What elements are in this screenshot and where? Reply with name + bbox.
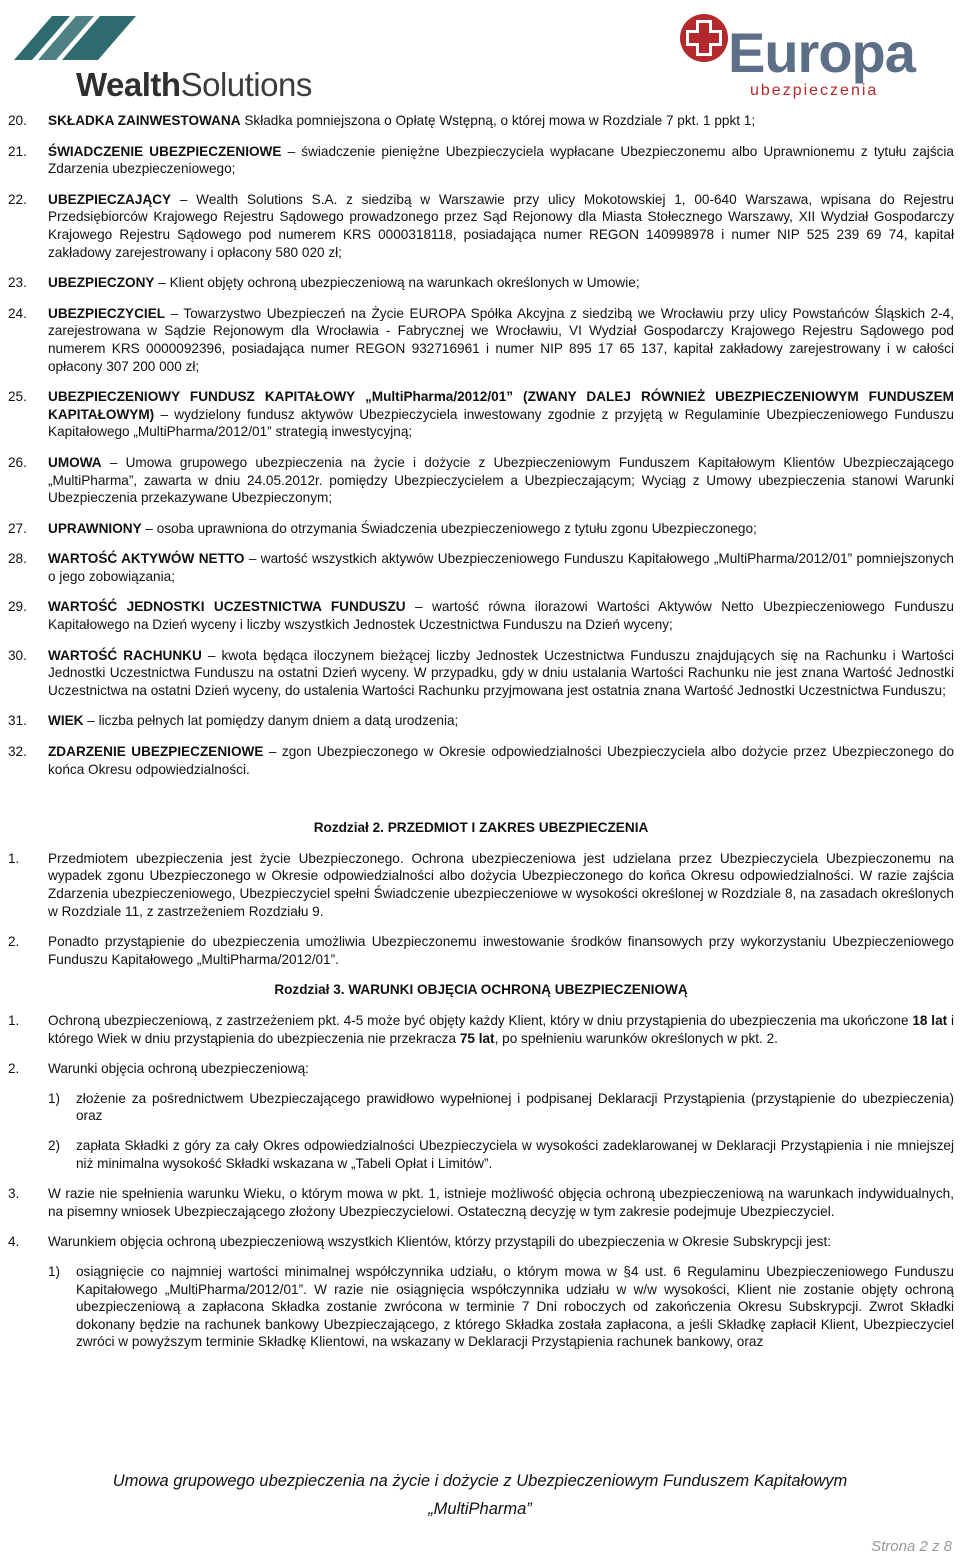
definition-term: UPRAWNIONY xyxy=(48,520,142,536)
definition-term: UBEZPIECZENIOWY FUNDUSZ KAPITAŁOWY „MultiPharma/2012/01” (ZWANY DALEJ RÓWNIEŻ UBEZPIECZENIOWYM FUNDUSZEM KAPITAŁOWYM) xyxy=(48,389,954,422)
definition-number: 25. xyxy=(8,389,27,405)
item-text: Ponadto przystąpienie do ubezpieczenia umożliwia Ubezpieczonemu inwestowanie środków finansowych przy wykorzystaniu Ubezpieczeniowego Funduszu Kapitałowego „MultiPharma/2012/01”. xyxy=(48,934,954,967)
definition-item xyxy=(8,274,954,292)
item-text: Przedmiotem ubezpieczenia jest życie Ubezpieczonego. Ochrona ubezpieczeniowa jest udzielana przez Ubezpieczyciela Ubezpieczonemu na wypadek zgonu Ubezpieczonego w Okresie odpowiedzialności albo dożycia Ubezpieczonego do końca Okresu odpowiedzialności. W razie zajścia Zdarzenia ubezpieczeniowego, Ubezpieczyciel spełni Świadczenie ubezpieczeniowe w wysokości określonej w Rozdziale 8, na zasadach określonych w Rozdziale 11, z zastrzeżeniem Rozdziału 9. xyxy=(48,850,954,919)
footer-line-1: Umowa grupowego ubezpieczenia na życie i dożycie z Ubezpieczeniowym Funduszem Kapitałowym xyxy=(112,1472,848,1490)
definition-number: 20. xyxy=(8,113,27,128)
item-number: 1. xyxy=(8,850,20,866)
definition-number: 29. xyxy=(8,599,27,615)
chapter-2-item xyxy=(8,850,954,920)
definition-item xyxy=(8,112,954,130)
item-number: 2. xyxy=(8,934,20,950)
definition-term: ZDARZENIE UBEZPIECZENIOWE xyxy=(48,744,264,760)
definition-item xyxy=(8,712,954,730)
definition-number: 23. xyxy=(8,275,27,291)
definition-item xyxy=(8,305,954,375)
wealth-solutions-wordmark: WealthSolutions xyxy=(76,66,312,103)
definition-number: 32. xyxy=(8,744,27,760)
definition-text: – zgon Ubezpieczonego w Okresie odpowiedzialności Ubezpieczyciela albo dożycie przez Ubezpieczonego do końca Okresu odpowiedzialności. xyxy=(48,744,955,777)
definition-item xyxy=(8,550,954,585)
definition-number: 22. xyxy=(8,191,27,207)
document-footer xyxy=(0,1467,960,1523)
europa-wordmark: Europa xyxy=(728,21,915,84)
definition-number: 24. xyxy=(8,305,27,321)
chapter-2-items xyxy=(8,850,954,969)
page-number: Strona 2 z 8 xyxy=(871,1538,952,1555)
definition-text: – świadczenie pieniężne Ubezpieczyciela wypłacane Ubezpieczonemu albo Uprawnionemu z tytułu zajścia Zdarzenia ubezpieczeniowego; xyxy=(48,143,954,177)
chapter-3-item-2: 2. Warunki objęcia ochroną ubezpieczeniową: 1) złożenie za pośrednictwem Ubezpieczającego prawidłowo wypełnionej i podpisanej Deklaracji Przystąpienia (przystąpienie do ubezpieczenia) oraz 2) zapłata Składki z góry za cały Okres odpowiedzialności Ubezpieczyciela w wysokości zadeklarowanej w Deklaracji Przystąpienia i nie mniejszej niż minimalna wysokość Składki wskazana w „Tabeli Opłat i Limitów”. xyxy=(8,1061,954,1171)
page-header xyxy=(0,0,960,108)
definition-term: WARTOŚĆ AKTYWÓW NETTO xyxy=(48,551,245,567)
definition-item xyxy=(8,520,954,538)
europa-tagline: ubezpieczenia xyxy=(750,82,879,99)
definition-term: UBEZPIECZYCIEL xyxy=(48,305,166,321)
definition-text: – wartość wszystkich aktywów Ubezpieczeniowego Funduszu Kapitałowego „MultiPharma/2012/01” pomniejszonych o jego zobowiązania; xyxy=(48,551,954,584)
definition-item xyxy=(8,598,954,633)
chapter-3-title: Rozdział 3. WARUNKI OBJĘCIA OCHRONĄ UBEZPIECZENIOWĄ xyxy=(274,982,688,998)
definition-number: 26. xyxy=(8,454,27,470)
definition-text: – wydzielony fundusz aktywów Ubezpieczyciela inwestowany zgodnie z przyjętą w Regulaminie Ubezpieczeniowego Funduszu Kapitałowego „MultiPharma/2012/01” strategią inwestycyjną; xyxy=(48,406,954,440)
definition-number: 30. xyxy=(8,647,27,663)
definition-number: 28. xyxy=(8,551,27,567)
definition-term: UBEZPIECZONY xyxy=(48,275,155,291)
definition-text: Składka pomniejszona o Opłatę Wstępną, o której mowa w Rozdziale 7 pkt. 1 ppkt 1; xyxy=(240,113,756,128)
definition-term: UMOWA xyxy=(48,454,102,470)
definition-text: – Towarzystwo Ubezpieczeń na Życie EUROPA Spółka Akcyjna z siedzibą we Wrocławiu przy ulicy Powstańców Śląskich 2-4, zarejestrowana w Sądzie Rejonowym dla Wrocławia - Fabrycznej we Wrocławiu, VI Wydział Gospodarczy Krajowego Rejestru Sądowego pod numerem KRS 0000092396, posiadająca numer REGON 932716961 i numer NIP 895 17 65 137, kapitał zakładowy zarejestrowany i w całości opłacony 307 200 000 zł; xyxy=(48,305,954,374)
definition-term: WIEK xyxy=(48,713,84,729)
chapter-3-item-4: 4. Warunkiem objęcia ochroną ubezpieczeniową wszystkich Klientów, którzy przystąpili do ubezpieczenia w Okresie Subskrypcji jest: 1) osiągnięcie co najmniej wartości minimalnej współczynnika udziału, o którym mowa w §4 ust. 6 Regulaminu Ubezpieczeniowego Funduszu Kapitałowego „MultiPharma/2012/01”. W razie nie osiągnięcia współczynnika udziału w w/w wysokości, Klient nie zostanie objęty ochroną ubezpieczeniową a zapłacona Składka zostanie zwrócona w terminie 7 Dni roboczych od zakończenia Okresu Subskrypcji. Zwrot Składki dokonany będzie na rachunek bankowy Ubezpieczającego, z którego Składka została zapłacona, a jeśli Składkę zapłacił Klient, Ubezpieczyciel zwróci w powyższym terminie Składkę Klientowi, na wskazany w Deklaracji Przystąpienia rachunek bankowy, oraz xyxy=(8,1234,954,1350)
chapter-3-item-1: 1. Ochroną ubezpieczeniową, z zastrzeżeniem pkt. 4-5 może być objęty każdy Klient, który w dniu przystąpienia do ubezpieczenia ma ukończone 18 lat i którego Wiek w dniu przystąpienia do ubezpieczenia nie przekracza 75 lat, po spełnieniu warunków określonych w pkt. 2. xyxy=(8,1012,955,1046)
definition-term: WARTOŚĆ JEDNOSTKI UCZESTNICTWA FUNDUSZU xyxy=(48,599,406,615)
definition-text: – osoba uprawniona do otrzymania Świadczenia ubezpieczeniowego z tytułu zgonu Ubezpieczonego; xyxy=(141,520,757,536)
definition-item xyxy=(8,388,954,441)
definition-number: 31. xyxy=(8,713,27,729)
document-body xyxy=(8,112,954,1364)
definition-text: – kwota będąca iloczynem bieżącej liczby Jednostek Uczestnictwa Funduszu znajdujących się na Rachunku i Wartości Jednostki Uczestnictwa Funduszu na ostatni Dzień wyceny. W przypadku, gdy w dniu ustalania Wartości Rachunku nie jest znana Wartość Jednostki Uczestnictwa na ostatni Dzień wyceny, do ustalenia Wartości Rachunku przyjmowana jest ostatnia znana Wartość Jednostki Uczestnictwa Funduszu; xyxy=(48,647,955,698)
definition-text: – liczba pełnych lat pomiędzy danym dniem a datą urodzenia; xyxy=(83,713,459,729)
definition-term: UBEZPIECZAJĄCY xyxy=(48,191,172,207)
definition-number: 21. xyxy=(8,143,27,159)
definition-item xyxy=(8,647,954,700)
definition-item xyxy=(8,743,954,778)
definition-term: WARTOŚĆ RACHUNKU xyxy=(48,647,202,663)
sub-item: 1) osiągnięcie co najmniej wartości minimalnej współczynnika udziału, o którym mowa w §4 ust. 6 Regulaminu Ubezpieczeniowego Funduszu Kapitałowego „MultiPharma/2012/01”. W razie nie osiągnięcia współczynnika udziału w w/w wysokości, Klient nie zostanie objęty ochroną ubezpieczeniową a zapłacona Składka zostanie zwrócona w terminie 7 Dni roboczych od zakończenia Okresu Subskrypcji. Zwrot Składki dokonany będzie na rachunek bankowy Ubezpieczającego, z którego Składka została zapłacona, a jeśli Składkę zapłacił Klient, Ubezpieczyciel zwróci w powyższym terminie Składkę Klientowi, na wskazany w Deklaracji Przystąpienia rachunek bankowy, oraz xyxy=(48,1263,954,1350)
sub-item: 1) złożenie za pośrednictwem Ubezpieczającego prawidłowo wypełnionej i podpisanej Deklaracji Przystąpienia (przystąpienie do ubezpieczenia) oraz xyxy=(48,1090,954,1124)
sub-item: 2) zapłata Składki z góry za cały Okres odpowiedzialności Ubezpieczyciela w wysokości zadeklarowanej w Deklaracji Przystąpienia i nie mniejszej niż minimalna wysokość Składki wskazana w „Tabeli Opłat i Limitów”. xyxy=(48,1137,954,1171)
definition-term: SKŁADKA ZAINWESTOWANA xyxy=(48,113,241,128)
definition-text: – Umowa grupowego ubezpieczenia na życie i dożycie z Ubezpieczeniowym Funduszem Kapitałowym Klientów Ubezpieczającego „MultiPharma”, zawarta w dniu 24.05.2012r. pomiędzy Ubezpieczycielem a Ubezpieczającym; Wyciąg z Umowy ubezpieczenia stanowi Warunki Ubezpieczenia przekazywane Ubezpieczonym; xyxy=(48,454,954,506)
chapter-2-title: Rozdział 2. PRZEDMIOT I ZAKRES UBEZPIECZENIA xyxy=(313,820,649,836)
definition-item xyxy=(8,143,954,178)
definition-text: – Wealth Solutions S.A. z siedzibą w Warszawie przy ulicy Mokotowskiej 1, 00-640 Warszawa, wpisana do Rejestru Przedsiębiorców Krajowego Rejestru Sądowego prowadzonego przez Sąd Rejonowy dla Miasta Stołecznego Warszawy, XII Wydział Gospodarczy Krajowego Rejestru Sądowego pod numerem KRS 0000318118, posiadająca numer REGON 140998978 i numer NIP 525 239 69 74, kapitał zakładowy zarejestrowany i opłacony 580 020 zł; xyxy=(48,191,954,260)
chapter-2-item xyxy=(8,933,954,968)
footer-line-2: „MultiPharma” xyxy=(428,1500,532,1518)
definition-item xyxy=(8,191,954,261)
definition-item xyxy=(8,454,954,507)
definition-text: – Klient objęty ochroną ubezpieczeniową na warunkach określonych w Umowie; xyxy=(154,275,640,291)
definition-number: 27. xyxy=(8,520,27,536)
chapter-3-item-3: 3. W razie nie spełnienia warunku Wieku, o którym mowa w pkt. 1, istnieje możliwość objęcia ochroną ubezpieczeniową na warunkach indywidualnych, na pisemny wniosek Ubezpieczającego złożony Ubezpieczycielowi. Ostateczną decyzję w tym zakresie podejmuje Ubezpieczyciel. xyxy=(8,1186,954,1219)
definition-term: ŚWIADCZENIE UBEZPIECZENIOWE xyxy=(48,143,282,159)
definitions-list xyxy=(8,112,954,778)
definition-text: – wartość równa ilorazowi Wartości Aktywów Netto Ubezpieczeniowego Funduszu Kapitałowego na Dzień wyceny i liczby wszystkich Jednostek Uczestnictwa Funduszu na Dzień wyceny; xyxy=(48,599,954,633)
